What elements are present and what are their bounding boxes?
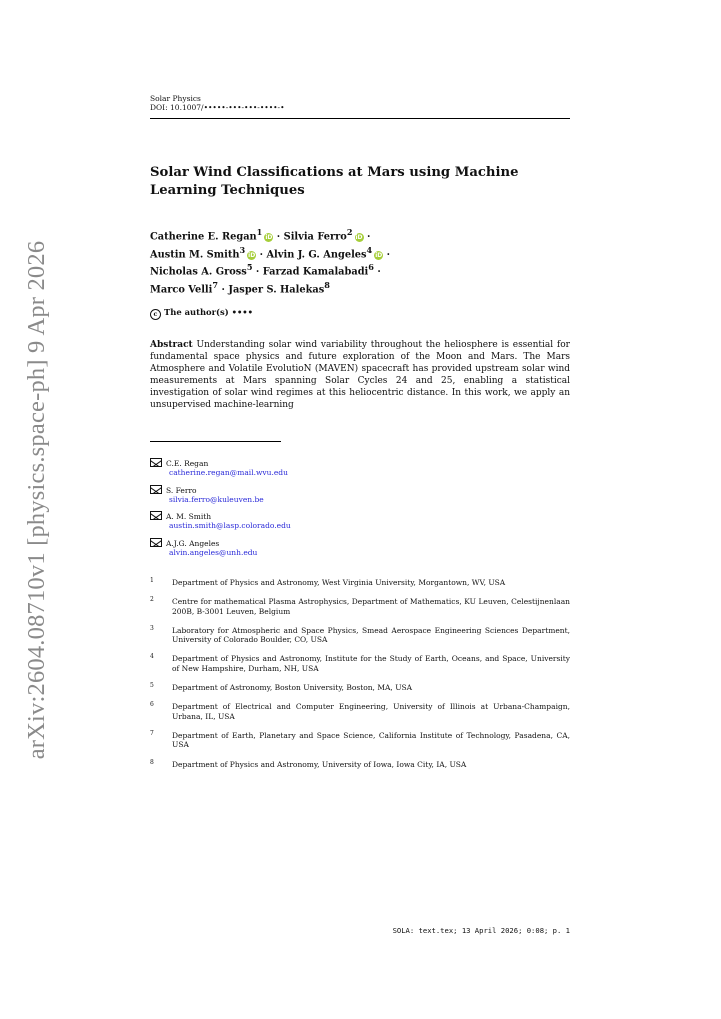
affiliation-number: 2 xyxy=(150,596,154,604)
author-separator: · xyxy=(377,266,381,278)
affiliation-item xyxy=(150,683,570,692)
author-name: Nicholas A. Gross xyxy=(150,266,247,278)
affiliation-text: Department of Physics and Astronomy, West Virginia University, Morgantown, WV, USA xyxy=(172,578,506,587)
footnote-rule xyxy=(150,441,281,442)
orcid-icon[interactable]: iD xyxy=(355,234,363,242)
author-name: Farzad Kamalabadi xyxy=(262,266,369,278)
abstract-heading: Abstract xyxy=(150,340,193,350)
header-rule xyxy=(150,118,570,119)
author-separator: · xyxy=(259,248,264,260)
contact-entry xyxy=(150,511,570,531)
affiliation-number: 8 xyxy=(150,758,154,766)
envelope-icon xyxy=(150,511,162,520)
orcid-icon[interactable]: iD xyxy=(265,234,273,242)
affiliation-number: 1 xyxy=(150,577,154,584)
author-affiliation-number: 6 xyxy=(368,262,374,273)
affiliation-item xyxy=(150,578,570,587)
author-line xyxy=(150,226,570,244)
author-affiliation-number: 4 xyxy=(366,244,373,255)
author-affiliation-number: 8 xyxy=(324,280,330,291)
envelope-icon xyxy=(150,458,162,467)
contact-email-link[interactable]: alvin.angeles@unh.edu xyxy=(169,548,258,558)
doi: DOI: 10.1007/•••••-•••-•••-••••-• xyxy=(150,103,285,112)
affiliation-text: Department of Astronomy, Boston University, Boston, MA, USA xyxy=(172,683,413,693)
author-separator: · xyxy=(221,284,225,296)
author-affiliation-number: 3 xyxy=(239,244,246,255)
affiliation-number: 4 xyxy=(150,653,154,661)
affiliation-item xyxy=(150,626,570,645)
orcid-icon[interactable]: iD xyxy=(375,251,383,259)
affiliation-text: Department of Earth, Planetary and Space Science, California Institute of Technology, Pasadena, CA, USA xyxy=(172,730,570,750)
contact-list xyxy=(150,458,570,564)
affiliation-text: Department of Electrical and Computer Engineering, University of Illinois at Urbana-Champaign, Urbana, IL, USA xyxy=(172,702,570,721)
author-separator: · xyxy=(386,248,391,260)
contact-entry xyxy=(150,485,570,505)
affiliation-text: Laboratory for Atmospheric and Space Physics, Smead Aerospace Engineering Sciences Department, University of Colorado Boulder, CO, USA xyxy=(172,625,570,645)
author-affiliation-number: 5 xyxy=(246,262,253,273)
author-name: Silvia Ferro xyxy=(283,231,347,243)
contact-email-link[interactable]: silvia.ferro@kuleuven.be xyxy=(169,494,264,504)
arxiv-identifier: arXiv:2604.08710v1 [physics.space-ph] 9 Apr 2026 xyxy=(23,240,50,760)
affiliation-item xyxy=(150,702,570,721)
affiliation-number: 6 xyxy=(150,701,154,709)
author-separator: · xyxy=(255,266,260,278)
affiliation-text: Department of Physics and Astronomy, University of Iowa, Iowa City, IA, USA xyxy=(172,759,467,769)
author-line xyxy=(150,244,570,262)
contact-email-link[interactable]: austin.smith@lasp.colorado.edu xyxy=(169,521,291,531)
running-header xyxy=(150,94,570,112)
copyright-notice xyxy=(150,307,253,320)
author-affiliation-number: 2 xyxy=(346,227,353,237)
contact-entry xyxy=(150,458,570,478)
author-separator: · xyxy=(276,231,281,243)
affiliation-text: Centre for mathematical Plasma Astrophysics, Department of Mathematics, KU Leuven, Celestijnenlaan 200B, B-3001 Leuven, Belgium xyxy=(172,597,570,616)
contact-name: A.J.G. Angeles xyxy=(166,538,220,548)
affiliation-item xyxy=(150,654,570,673)
copyright-icon: c xyxy=(150,309,161,320)
affiliation-number: 5 xyxy=(150,682,154,690)
affiliation-item xyxy=(150,731,570,750)
author-name: Austin M. Smith xyxy=(150,248,240,260)
journal-name: Solar Physics xyxy=(150,94,201,103)
author-name: Marco Velli xyxy=(150,284,213,296)
affiliation-number: 7 xyxy=(150,729,154,737)
author-affiliation-number: 7 xyxy=(212,280,219,291)
contact-name: C.E. Regan xyxy=(166,459,209,468)
affiliation-text: Department of Physics and Astronomy, Institute for the Study of Earth, Oceans, and Space, University of New Hampshire, Durham, NH, USA xyxy=(172,654,570,673)
affiliation-number: 3 xyxy=(150,624,154,632)
envelope-icon xyxy=(150,538,162,547)
page-footer: SOLA: text.tex; 13 April 2026; 0:08; p. 1 xyxy=(392,926,570,935)
paper-title: Solar Wind Classifications at Mars using Machine Learning Techniques xyxy=(150,165,519,198)
contact-name: A. M. Smith xyxy=(166,512,212,522)
contact-entry xyxy=(150,538,570,558)
copyright-text: The author(s) •••• xyxy=(164,307,254,317)
envelope-icon xyxy=(150,485,162,494)
affiliation-item xyxy=(150,597,570,616)
author-list xyxy=(150,226,570,297)
author-line xyxy=(150,261,570,279)
abstract-text: Understanding solar wind variability throughout the heliosphere is essential for fundamental space physics and future exploration of the Moon and Mars. The Mars Atmosphere and Volatile EvolutioN (MAVEN) spacecraft has provided upstream solar wind measurements at Mars spanning Solar Cycles 24 and 25, enabling a statistical investigation of solar wind regimes at this heliocentric distance. In this work, we apply an unsupervised machine-learning xyxy=(150,340,570,410)
arxiv-stamp xyxy=(17,240,57,760)
author-name: Alvin J. G. Angeles xyxy=(266,248,367,260)
author-name: Jasper S. Halekas xyxy=(228,284,325,296)
contact-email-link[interactable]: catherine.regan@mail.wvu.edu xyxy=(169,468,288,478)
affiliation-list xyxy=(150,578,570,779)
contact-name: S. Ferro xyxy=(166,485,197,495)
author-line xyxy=(150,279,570,297)
author-name: Catherine E. Regan xyxy=(150,231,257,243)
orcid-icon[interactable]: iD xyxy=(248,251,256,259)
author-separator: · xyxy=(366,231,371,243)
affiliation-item xyxy=(150,760,570,769)
author-affiliation-number: 1 xyxy=(256,227,263,237)
abstract xyxy=(150,340,570,411)
